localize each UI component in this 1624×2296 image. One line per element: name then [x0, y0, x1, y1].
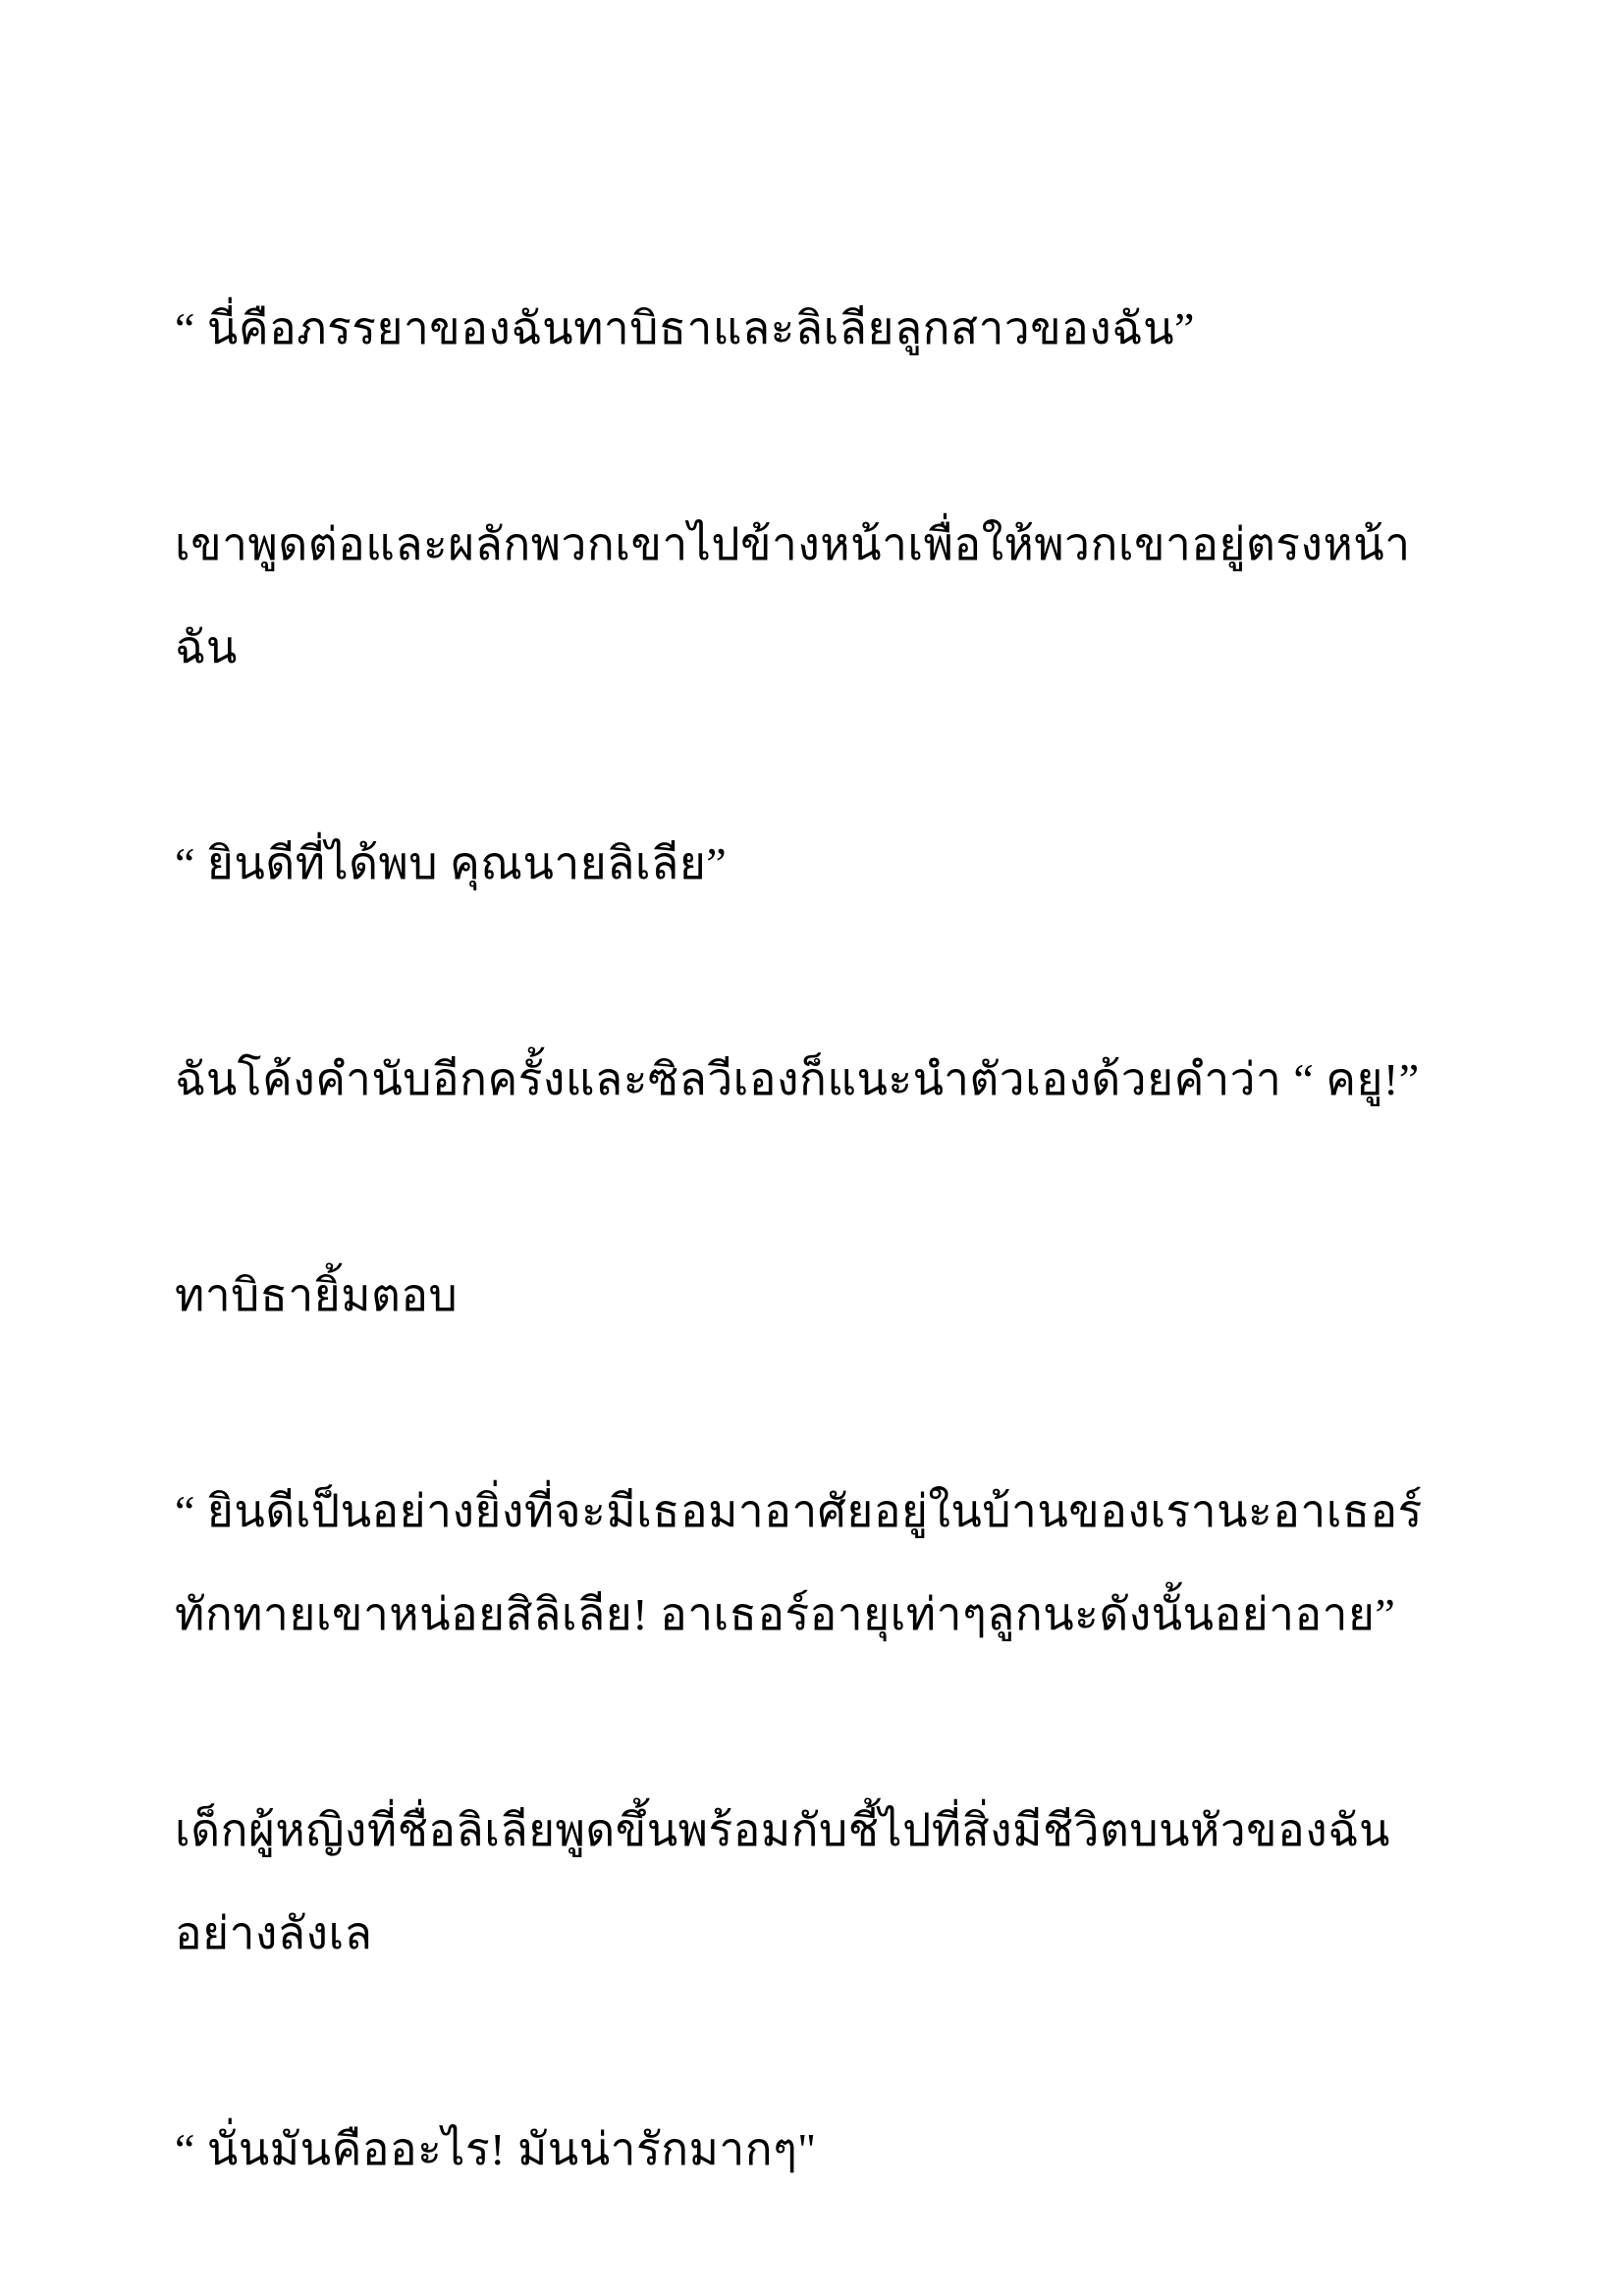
- paragraph-dialogue-what-is-that: “ นั่นมันคืออะไร! มันน่ารักมากๆ": [175, 2124, 817, 2174]
- paragraph-narration-girl-points: เด็กผู้หญิงที่ชื่อลิเลียพูดขึ้นพร้อมกับชี้ไปที่สิ่งมีชีวิตบนหัวของฉันอย่างลังเล: [175, 1805, 1390, 1958]
- paragraph-dialogue-welcome-to-house: “ ยินดีเป็นอย่างยิ่งที่จะมีเธอมาอาศัยอยู่ในบ้านของเรานะอาเธอร์ ทักทายเขาหน่อยสิลิเลีย! อาเธอร์อายุเท่าๆลูกนะดังนั้นอย่าอาย”: [175, 1486, 1423, 1639]
- paragraph-narration-bow-sylvie-kyu: ฉันโค้งคำนับอีกครั้งและซิลวีเองก็แนะนำตัวเองด้วยคำว่า “ คยู!”: [175, 1054, 1420, 1104]
- paragraph-narration-pushed-forward: เขาพูดต่อและผลักพวกเขาไปข้างหน้าเพื่อให้พวกเขาอยู่ตรงหน้าฉัน: [175, 519, 1411, 672]
- paragraph-dialogue-wife-daughter-intro: “ นี่คือภรรยาของฉันทาบิธาและลิเลียลูกสาวของฉัน”: [175, 303, 1195, 353]
- paragraph-dialogue-nice-to-meet: “ ยินดีที่ได้พบ คุณนายลิเลีย”: [175, 838, 728, 888]
- paragraph-narration-tabitha-smiles: ทาบิธายิ้มตอบ: [175, 1270, 459, 1320]
